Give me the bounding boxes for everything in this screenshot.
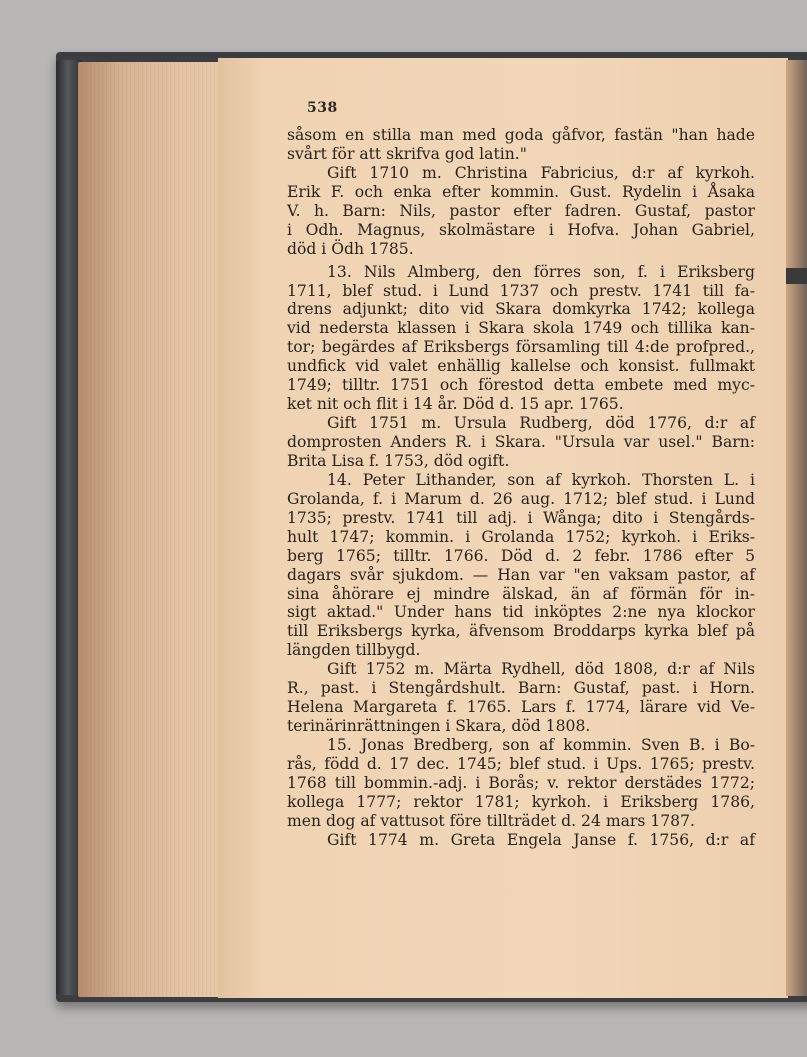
page-edges xyxy=(78,62,228,997)
text-line: sina åhörare ej mindre älskad, än af förmän för in- xyxy=(287,584,755,603)
text-line: Brita Lisa f. 1753, död ogift. xyxy=(287,451,510,470)
text-line: Gift 1710 m. Christina Fabricius, d:r af kyrkoh. xyxy=(327,163,755,182)
text-line: ket nit och flit i 14 år. Död d. 15 apr. 1765. xyxy=(287,395,624,414)
text-line: 1749; tilltr. 1751 och förestod detta embete med myc- xyxy=(287,376,755,395)
text-line: Gift 1751 m. Ursula Rudberg, död 1776, d:r af xyxy=(327,414,755,433)
text-line: Erik F. och enka efter kommin. Gust. Rydelin i Åsaka xyxy=(287,182,755,201)
text-line: svårt för att skrifva god latin." xyxy=(287,144,527,163)
text-line: men dog af vattusot före tillträdet d. 24 mars 1787. xyxy=(287,811,695,830)
text-line: terinärinrättningen i Skara, död 1808. xyxy=(287,717,591,736)
page-text xyxy=(287,126,755,850)
text-line: undfick vid valet enhällig kallelse och konsist. fullmakt xyxy=(287,357,755,376)
text-line: Helena Margareta f. 1765. Lars f. 1774, lärare vid Ve- xyxy=(287,698,755,717)
text-line: 1735; prestv. 1741 till adj. i Wånga; dito i Stengårds- xyxy=(287,508,755,527)
text-line: 15. Jonas Bredberg, son af kommin. Sven B. i Bo- xyxy=(327,736,755,754)
text-line: Grolanda, f. i Marum d. 26 aug. 1712; blef stud. i Lund xyxy=(287,489,755,508)
page-number: 538 xyxy=(307,100,338,116)
text-line: till Eriksbergs kyrka, äfvensom Broddarps kyrka blef på xyxy=(287,622,755,641)
text-line: död i Ödh 1785. xyxy=(287,239,414,258)
text-line: vid nedersta klassen i Skara skola 1749 och tillika kan- xyxy=(287,319,755,338)
text-line: dagars svår sjukdom. — Han var "en vaksam pastor, af xyxy=(287,565,755,584)
text-line: i Odh. Magnus, skolmästare i Hofva. Johan Gabriel, xyxy=(287,220,755,239)
text-line: 13. Nils Almberg, den förres son, f. i Eriksberg xyxy=(327,262,755,281)
text-line: berg 1765; tilltr. 1766. Död d. 2 febr. 1786 efter 5 xyxy=(287,546,755,565)
text-line: Gift 1752 m. Märta Rydhell, död 1808, d:r af Nils xyxy=(327,660,755,679)
text-line: R., past. i Stengårdshult. Barn: Gustaf, past. i Horn. xyxy=(287,679,755,698)
text-line: 1711, blef stud. i Lund 1737 och prestv. 1741 till fa- xyxy=(287,281,755,300)
right-page-edge xyxy=(786,60,807,996)
text-line: rås, född d. 17 dec. 1745; blef stud. i Ups. 1765; prestv. xyxy=(287,754,755,773)
text-line: hult 1747; kommin. i Grolanda 1752; kyrkoh. i Eriks- xyxy=(287,527,755,546)
text-line: domprosten Anders R. i Skara. "Ursula var usel." Barn: xyxy=(287,433,755,451)
text-line: 1768 till bommin.-adj. i Borås; v. rektor derstädes 1772; xyxy=(287,773,755,792)
page-marker-tab xyxy=(786,268,807,284)
text-line: drens adjunkt; dito vid Skara domkyrka 1742; kollega xyxy=(287,300,755,319)
text-line: såsom en stilla man med goda gåfvor, fastän "han hade xyxy=(287,126,755,144)
text-line: V. h. Barn: Nils, pastor efter fadren. Gustaf, pastor xyxy=(287,201,755,220)
text-line: tor; begärdes af Eriksbergs församling till 4:de profpred., xyxy=(287,338,755,357)
text-line: 14. Peter Lithander, son af kyrkoh. Thorsten L. i xyxy=(327,470,755,489)
text-line: Gift 1774 m. Greta Engela Janse f. 1756, d:r af xyxy=(327,830,755,849)
text-line: sigt aktad." Under hans tid inköptes 2:ne nya klockor xyxy=(287,603,755,622)
text-line: längden tillbygd. xyxy=(287,641,421,660)
text-line: kollega 1777; rektor 1781; kyrkoh. i Eriksberg 1786, xyxy=(287,792,755,811)
